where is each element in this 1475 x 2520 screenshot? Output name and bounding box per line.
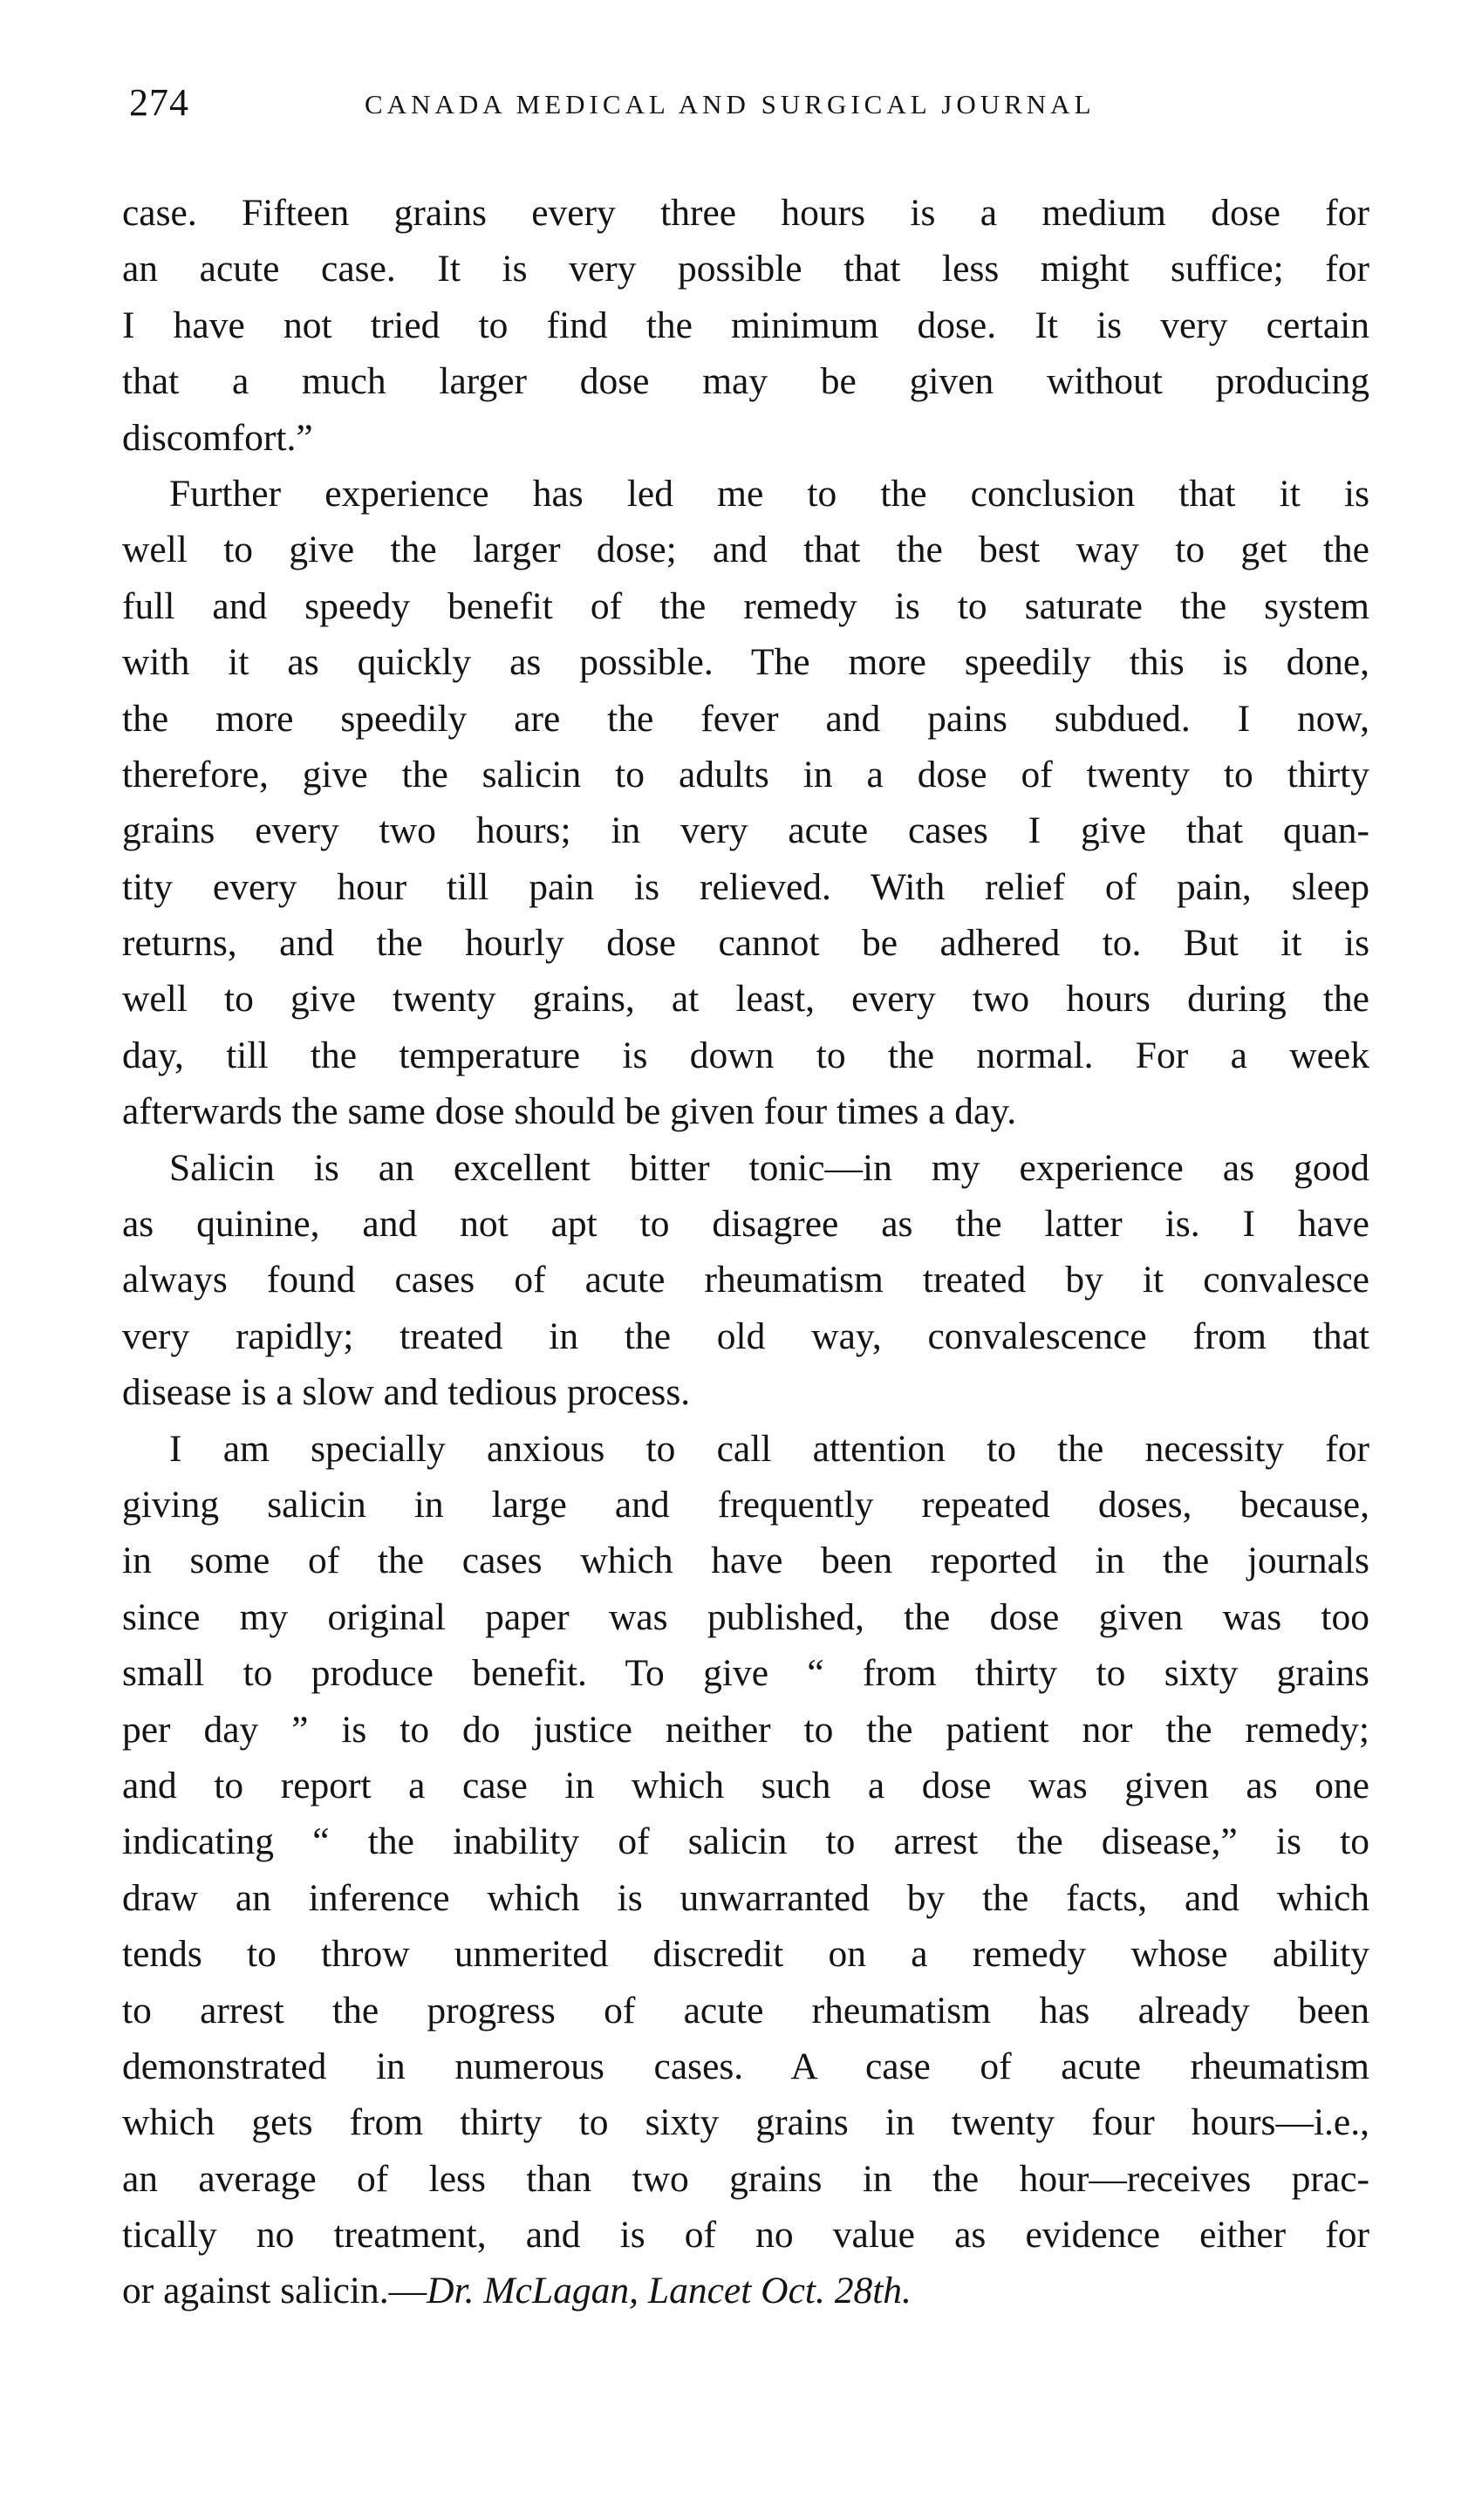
- text-line: grains every two hours; in very acute cases I give that quan-: [122, 809, 1369, 852]
- running-head: [129, 80, 1350, 141]
- text-line: with it as quickly as possible. The more speedily this is done,: [122, 641, 1369, 684]
- text-line: that a much larger dose may be given without producing: [122, 360, 1369, 403]
- text-line: always found cases of acute rheumatism treated by it convalesce: [122, 1259, 1369, 1301]
- text-line: discomfort.”: [122, 416, 313, 459]
- journal-title: CANADA MEDICAL AND SURGICAL JOURNAL: [365, 89, 1096, 120]
- text-line: in some of the cases which have been reported in the journals: [122, 1540, 1369, 1582]
- page-number: 274: [129, 81, 189, 124]
- text-line: an acute case. It is very possible that less might suffice; for: [122, 248, 1369, 290]
- text-line: and to report a case in which such a dose was given as one: [122, 1764, 1369, 1806]
- text-line: case. Fifteen grains every three hours is a medium dose for: [122, 192, 1369, 234]
- text-line: full and speedy benefit of the remedy is to saturate the system: [122, 584, 1369, 627]
- text-line: per day ” is to do justice neither to the patient nor the remedy;: [122, 1708, 1369, 1751]
- text-line: I have not tried to find the minimum dose. It is very certain: [122, 304, 1369, 346]
- text-line: demonstrated in numerous cases. A case of acute rheumatism: [122, 2045, 1369, 2087]
- text-line: giving salicin in large and frequently repeated doses, because,: [122, 1483, 1369, 1526]
- text-line: tically no treatment, and is of no value as evidence either for: [122, 2214, 1369, 2257]
- text-line: I am specially anxious to call attention to the necessity for: [169, 1427, 1369, 1470]
- text-line: Salicin is an excellent bitter tonic—in my experience as good: [169, 1146, 1369, 1189]
- text-line: since my original paper was published, the dose given was too: [122, 1595, 1369, 1638]
- text-line: Further experience has led me to the conclusion that it is: [169, 472, 1369, 515]
- article-body: [122, 185, 1369, 2319]
- signature-line: [122, 2263, 1369, 2319]
- text-line: tity every hour till pain is relieved. With relief of pain, sleep: [122, 865, 1369, 908]
- text-line: therefore, give the salicin to adults in a dose of twenty to thirty: [122, 753, 1369, 796]
- text-line: draw an inference which is unwarranted by the facts, and which: [122, 1876, 1369, 1919]
- text-line: disease is a slow and tedious process.: [122, 1371, 691, 1414]
- text-line: afterwards the same dose should be given four times a day.: [122, 1090, 1017, 1133]
- text-line: an average of less than two grains in the hour—receives prac-: [122, 2157, 1369, 2200]
- text-line: very rapidly; treated in the old way, convalescence from that: [122, 1315, 1369, 1357]
- text-line: which gets from thirty to sixty grains in twenty four hours—i.e.,: [122, 2101, 1369, 2144]
- text-line: day, till the temperature is down to the normal. For a week: [122, 1034, 1369, 1076]
- text-line: small to produce benefit. To give “ from thirty to sixty grains: [122, 1652, 1369, 1695]
- text-line: as quinine, and not apt to disagree as the latter is. I have: [122, 1203, 1369, 1246]
- text-line: well to give the larger dose; and that the best way to get the: [122, 529, 1369, 571]
- signature-dash: —: [388, 2270, 427, 2312]
- text-line: tends to throw unmerited discredit on a remedy whose ability: [122, 1933, 1369, 1976]
- text-line: the more speedily are the fever and pains subdued. I now,: [122, 697, 1369, 740]
- text-line: returns, and the hourly dose cannot be adhered to. But it is: [122, 922, 1369, 965]
- text-line: well to give twenty grains, at least, every two hours during the: [122, 978, 1369, 1021]
- text-line: indicating “ the inability of salicin to arrest the disease,” is to: [122, 1820, 1369, 1863]
- signature-citation: Dr. McLagan, Lancet Oct. 28th.: [427, 2270, 912, 2312]
- closing-text: or against salicin.: [122, 2270, 389, 2312]
- text-line: to arrest the progress of acute rheumatism has already been: [122, 1989, 1369, 2032]
